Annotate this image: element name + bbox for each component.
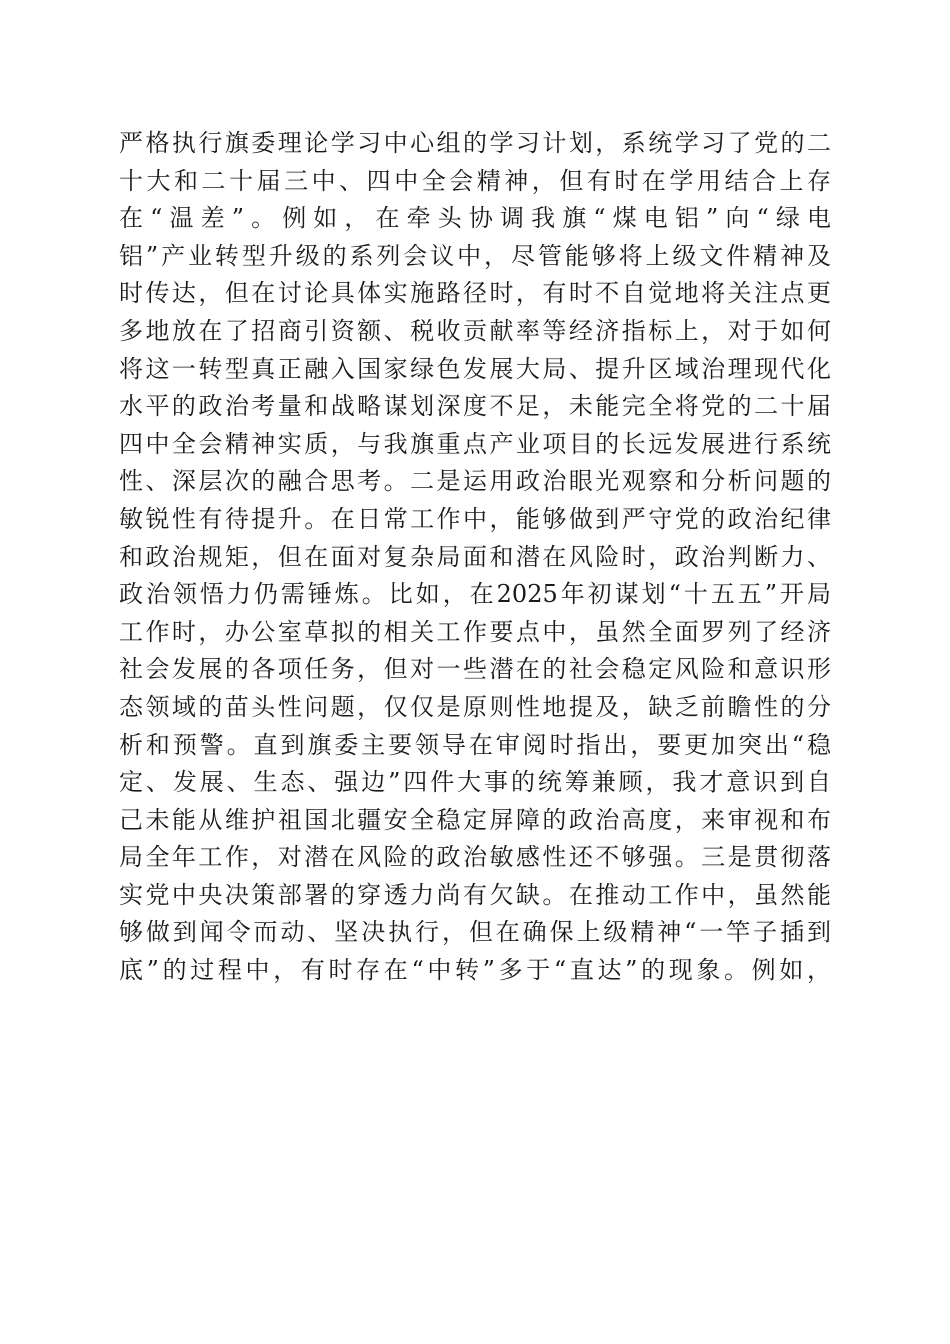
text-line-15: 社会发展的各项任务，但对一些潜在的社会稳定风险和意识形	[119, 655, 831, 684]
text-line-21: 实党中央决策部署的穿透力尚有欠缺。在推动工作中，虽然能	[119, 880, 831, 909]
text-line-4: 铝”产业转型升级的系列会议中，尽管能够将上级文件精神及	[119, 241, 831, 270]
text-line-7: 将这一转型真正融入国家绿色发展大局、提升区域治理现代化	[119, 354, 831, 383]
text-line-2: 十大和二十届三中、四中全会精神，但有时在学用结合上存	[119, 166, 831, 195]
text-line-16: 态领域的苗头性问题，仅仅是原则性地提及，缺乏前瞻性的分	[119, 692, 831, 721]
text-line-6: 多地放在了招商引资额、税收贡献率等经济指标上，对于如何	[119, 316, 831, 345]
text-line-8: 水平的政治考量和战略谋划深度不足，未能完全将党的二十届	[119, 392, 831, 421]
text-line-5: 时传达，但在讨论具体实施路径时，有时不自觉地将关注点更	[119, 279, 831, 308]
text-line-20: 局全年工作，对潜在风险的政治敏感性还不够强。三是贯彻落	[119, 843, 831, 872]
text-line-3: 在“温差”。例如，在牵头协调我旗“煤电铝”向“绿电	[119, 204, 831, 233]
text-line-1: 严格执行旗委理论学习中心组的学习计划，系统学习了党的二	[119, 129, 831, 157]
text-line-12: 和政治规矩，但在面对复杂局面和潜在风险时，政治判断力、	[119, 542, 831, 571]
text-line-11: 敏锐性有待提升。在日常工作中，能够做到严守党的政治纪律	[119, 504, 831, 533]
text-line-23: 底”的过程中，有时存在“中转”多于“直达”的现象。例如，	[119, 956, 831, 985]
text-line-9: 四中全会精神实质，与我旗重点产业项目的长远发展进行系统	[119, 429, 831, 458]
text-line-17: 析和预警。直到旗委主要领导在审阅时指出，要更加突出“稳	[119, 730, 831, 759]
body-text	[119, 125, 831, 990]
text-line-18: 定、发展、生态、强边”四件大事的统筹兼顾，我才意识到自	[119, 768, 831, 797]
text-line-22: 够做到闻令而动、坚决执行，但在确保上级精神“一竿子插到	[119, 918, 831, 947]
text-line-19: 己未能从维护祖国北疆安全稳定屏障的政治高度，来审视和布	[119, 805, 831, 834]
text-line-13: 政治领悟力仍需锤炼。比如，在2025年初谋划“十五五”开局	[119, 580, 831, 609]
text-line-10: 性、深层次的融合思考。二是运用政治眼光观察和分析问题的	[119, 467, 831, 496]
text-line-14: 工作时，办公室草拟的相关工作要点中，虽然全面罗列了经济	[119, 617, 831, 646]
